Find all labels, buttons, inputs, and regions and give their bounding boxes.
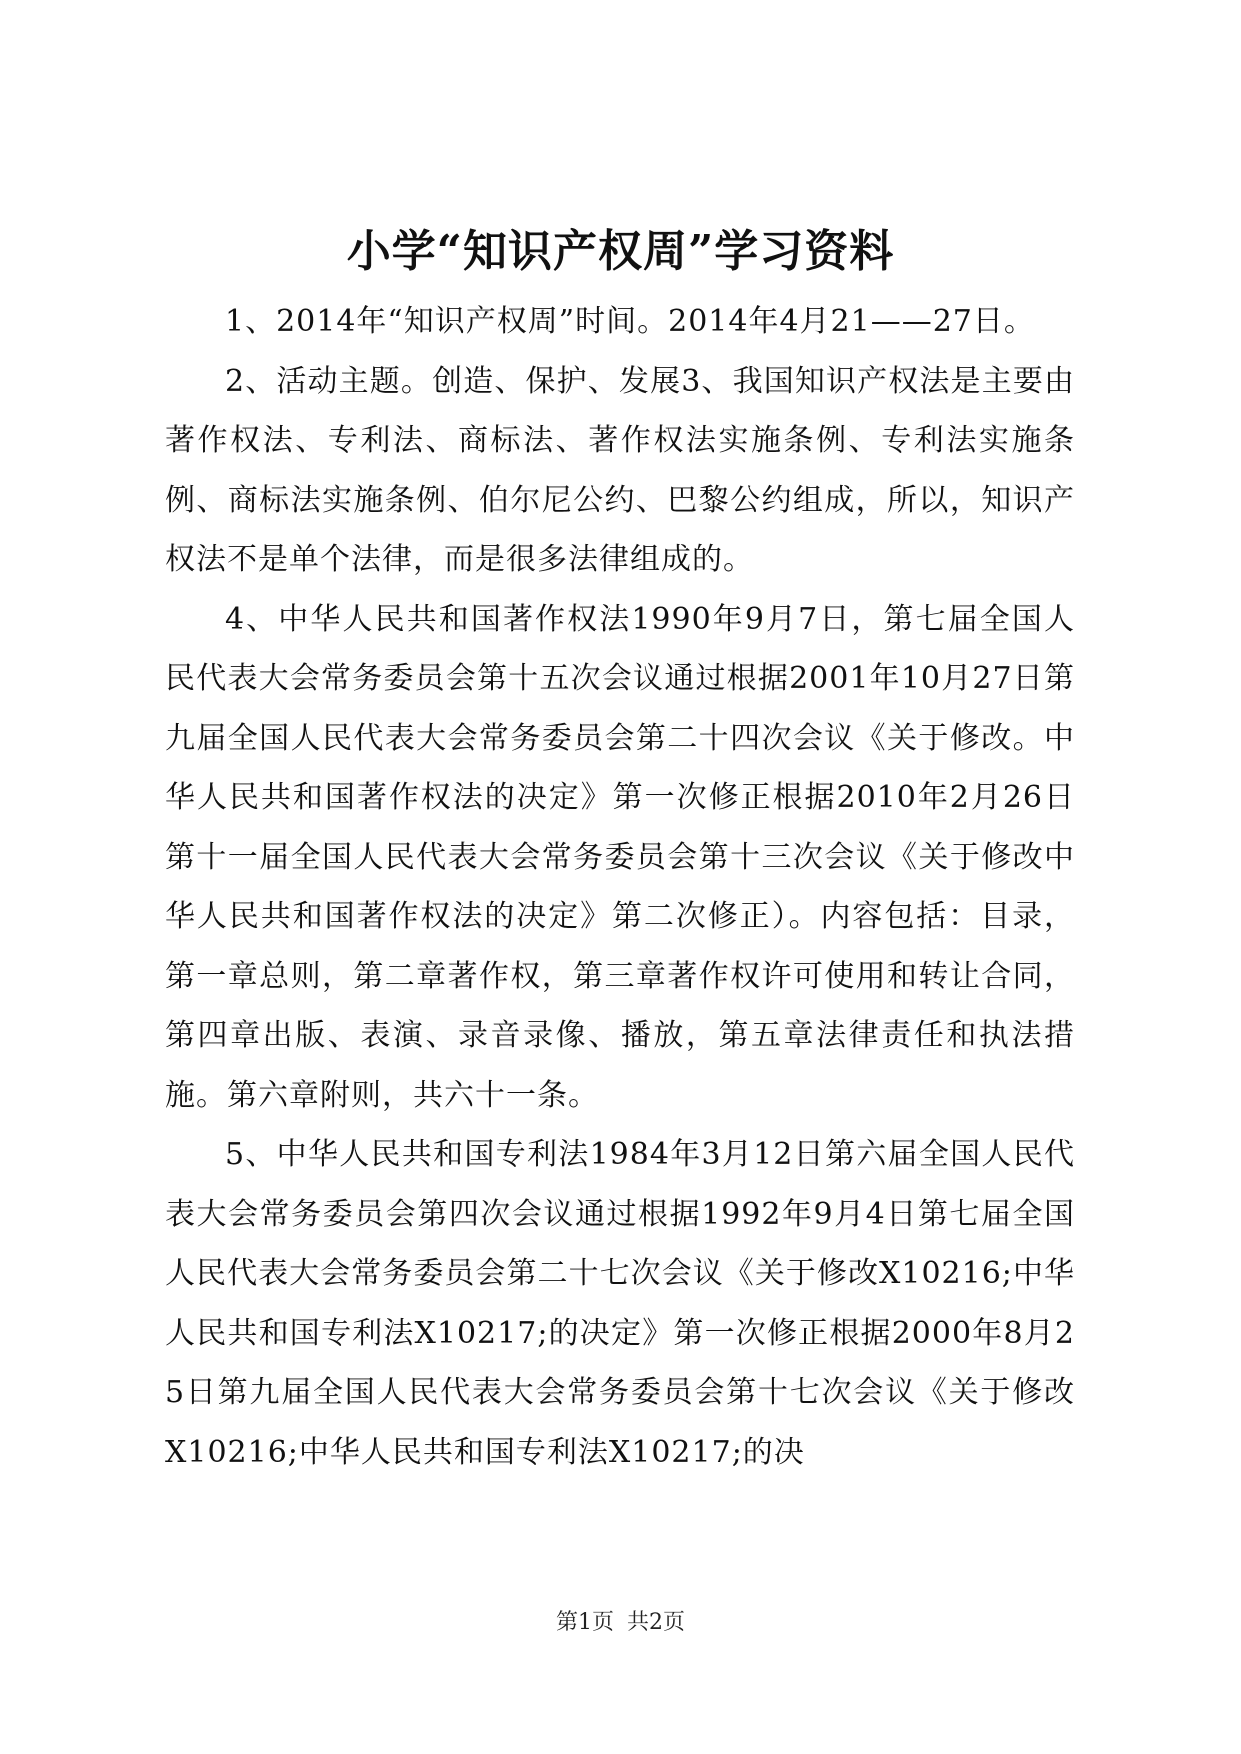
paragraph-1: 1、2014年“知识产权周”时间。2014年4月21——27日。 <box>225 304 1035 339</box>
page-footer <box>0 1608 1241 1638</box>
page-number: 第1页 <box>556 1610 614 1635</box>
paragraph-3: 4、中华人民共和国著作权法1990年9月7日，第七届全国人民代表大会常务委员会第十五次会议通过根据2001年10月27日第九届全国人民代表大会常务委员会第二十四次会议《关于修改。中华人民共和国著作权法的决定》第一次修正根据2010年2月26日第十一届全国人民代表大会常务委员会第十三次会议《关于修改中华人民共和国著作权法的决定》第二次修正）。内容包括：目录，第一章总则，第二章著作权，第三章著作权许可使用和转让合同，第四章出版、表演、录音录像、播放，第五章法律责任和执法措施。第六章附则，共六十一条。 <box>165 601 1075 1113</box>
document-body <box>165 292 1075 1482</box>
page-total: 共2页 <box>627 1610 685 1635</box>
paragraph-4: 5、中华人民共和国专利法1984年3月12日第六届全国人民代表大会常务委员会第四次会议通过根据1992年9月4日第七届全国人民代表大会常务委员会第二十七次会议《关于修改X10216;中华人民共和国专利法X10217;的决定》第一次修正根据2000年8月25日第九届全国人民代表大会常务委员会第十七次会议《关于修改X10216;中华人民共和国专利法X10217;的决 <box>165 1137 1075 1470</box>
paragraph-2: 2、活动主题。创造、保护、发展3、我国知识产权法是主要由著作权法、专利法、商标法、著作权法实施条例、专利法实施条例、商标法实施条例、伯尔尼公约、巴黎公约组成，所以，知识产权法不是单个法律，而是很多法律组成的。 <box>165 363 1075 577</box>
document-title: 小学“知识产权周”学习资料 <box>346 226 895 277</box>
